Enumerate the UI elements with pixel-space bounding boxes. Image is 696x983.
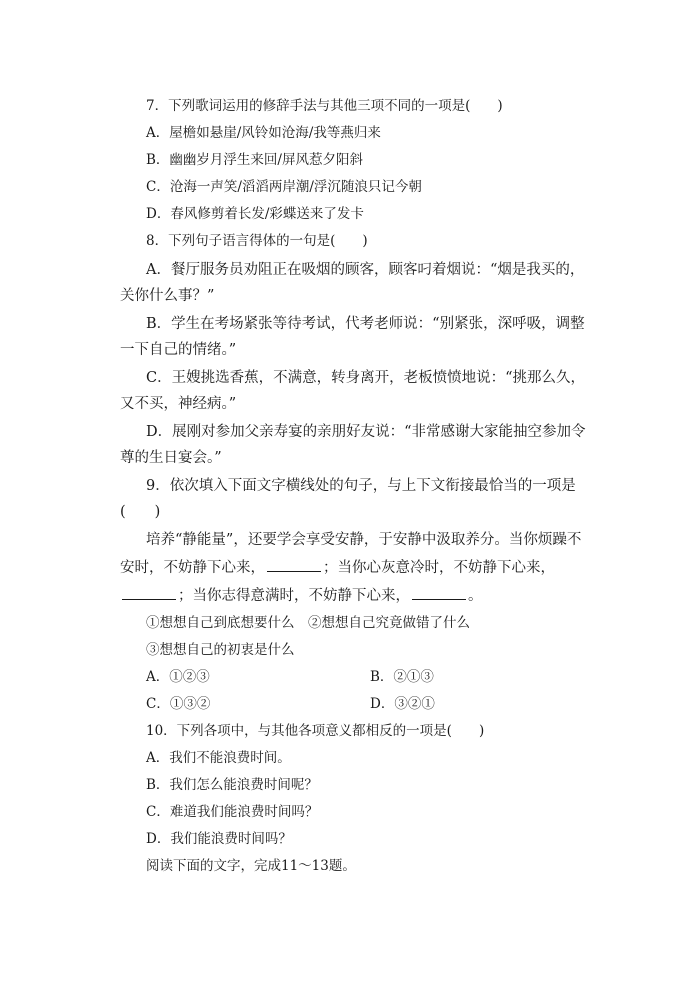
- q9-stem-line1: 9．依次填入下面文字横线处的句子，与上下文衔接最恰当的一项是: [146, 478, 576, 494]
- q9-passage-line1: 培养“静能量”，还要学会享受安静，于安静中汲取养分。当你烦躁不: [146, 532, 582, 548]
- q10-option-c: C．难道我们能浪费时间吗？: [146, 804, 319, 820]
- q9-option-d: D．③②①: [370, 696, 435, 712]
- q9-items-line1: ①想想自己到底想要什么 ②想想自己究竟做错了什么: [146, 615, 470, 631]
- q10-option-d: D．我们能浪费时间吗？: [146, 831, 292, 847]
- q9-blank-3: [412, 587, 466, 600]
- q8-option-c-line1: C．王嫂挑选香蕉，不满意，转身离开，老板愤愤地说：“挑那么久，: [146, 370, 586, 386]
- q8-option-d-line2: 尊的生日宴会。”: [120, 450, 222, 466]
- q9-passage-line2-start: 安时，不妨静下心来，: [120, 560, 265, 576]
- q8-option-a-line2: 关你什么事？”: [120, 288, 215, 304]
- q9-items-line2: ③想想自己的初衷是什么: [146, 642, 295, 658]
- q9-passage-line3-middle: ；当你志得意满时，不妨静下心来，: [178, 588, 410, 604]
- q8-option-c-line2: 又不买，神经病。”: [120, 396, 237, 412]
- q8-option-b-line1: B．学生在考场紧张等待考试，代考老师说：“别紧张，深呼吸，调整: [146, 316, 585, 332]
- q9-passage-line3: [120, 586, 483, 606]
- q8-option-b-line2: 一下自己的情绪。”: [120, 342, 237, 358]
- q9-blank-1: [267, 559, 321, 572]
- q7-option-d: D．春风修剪着长发/彩蝶送来了发卡: [146, 206, 364, 222]
- q9-passage-line3-end: 。: [468, 588, 483, 604]
- q9-option-a: A．①②③: [146, 669, 210, 685]
- q9-stem-line2: ( ): [120, 504, 161, 520]
- q7-option-b: B．幽幽岁月浮生来回/屏风惹夕阳斜: [146, 152, 363, 168]
- q10-stem: 10．下列各项中，与其他各项意义都相反的一项是( ): [146, 723, 485, 739]
- q8-stem: 8．下列句子语言得体的一句是( ): [146, 233, 368, 249]
- reading-instruction: 阅读下面的文字，完成11～13题。: [146, 858, 356, 874]
- q8-option-d-line1: D．展刚对参加父亲寿宴的亲朋好友说：“非常感谢大家能抽空参加令: [146, 424, 586, 440]
- q9-passage-line2: [120, 558, 555, 578]
- q7-option-c: C．沧海一声笑/滔滔两岸潮/浮沉随浪只记今朝: [146, 179, 422, 195]
- q8-option-a-line1: A．餐厅服务员劝阻正在吸烟的顾客，顾客叼着烟说：“烟是我买的，: [146, 262, 585, 278]
- q10-option-a: A．我们不能浪费时间。: [146, 750, 291, 766]
- q9-option-c: C．①③②: [146, 696, 211, 712]
- q7-stem: 7．下列歌词运用的修辞手法与其他三项不同的一项是( ): [146, 98, 503, 114]
- q9-passage-line2-end: ；当你心灰意冷时，不妨静下心来，: [323, 560, 555, 576]
- q9-blank-2: [122, 587, 176, 600]
- q7-option-a: A．屋檐如悬崖/风铃如沧海/我等燕归来: [146, 125, 381, 141]
- q10-option-b: B．我们怎么能浪费时间呢？: [146, 777, 318, 793]
- q9-option-b: B．②①③: [370, 669, 434, 685]
